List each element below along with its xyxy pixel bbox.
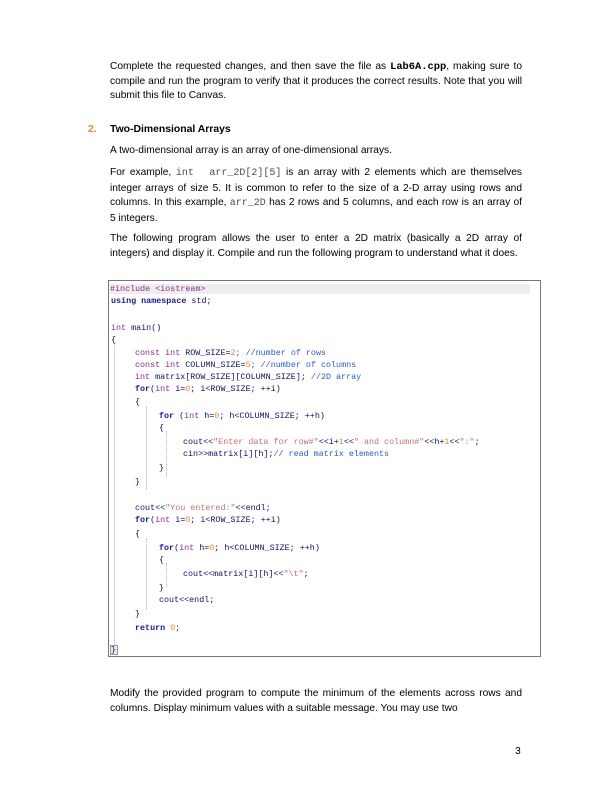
code-line-brace: } xyxy=(135,609,141,619)
code-line-brace: { xyxy=(135,397,141,407)
section-number: 2. xyxy=(88,124,97,135)
example-text-c: has 2 rows and 5 columns, and each row is an array of 5 integers. xyxy=(110,197,522,224)
intro-text-a: Complete the requested changes, and then save the file as xyxy=(110,61,391,72)
code-line-for-h: for (int h=0; h<COLUMN_SIZE; ++h) xyxy=(159,411,325,421)
code-line-cout-matrix: cout<<matrix[i][h]<<"\t"; xyxy=(183,569,309,579)
example-text-b: is an array with 2 elements which are themselves integer arrays of size 5. It is common to refer to the size of a 2-D array using rows and columns. In this example, xyxy=(110,167,522,209)
page-number: 3 xyxy=(515,746,521,757)
code-line-for-i: for(int i=0; i<ROW_SIZE; ++i) xyxy=(135,515,281,525)
code-line-brace: } xyxy=(111,645,117,655)
code-line-using: using namespace std; xyxy=(111,296,212,306)
section-title: Two-Dimensional Arrays xyxy=(110,124,231,135)
example-code-name: arr_2D xyxy=(229,198,266,210)
example-text-a: For example, xyxy=(110,167,176,178)
indent-guide xyxy=(146,407,147,489)
filename: Lab6A.cpp xyxy=(390,61,447,73)
intro-paragraph xyxy=(110,60,522,104)
code-line-include: #include <iostream> xyxy=(110,284,530,294)
code-listing xyxy=(108,280,541,657)
definition-paragraph: A two-dimensional array is an array of one-dimensional arrays. xyxy=(110,145,392,156)
program-intro-paragraph: The following program allows the user to enter a 2D matrix (basically a 2D array of integers) and display it. Compile and run the following program to understand what it does. xyxy=(110,233,522,259)
code-line-brace: { xyxy=(135,529,141,539)
code-line-matrix-decl: int matrix[ROW_SIZE][COLUMN_SIZE]; //2D array xyxy=(135,372,362,382)
section-heading xyxy=(88,124,231,135)
code-line-brace: { xyxy=(111,335,117,345)
example-paragraph xyxy=(110,166,522,226)
indent-guide xyxy=(114,343,115,649)
code-line-cout-entered: cout<<"You entered:"<<endl; xyxy=(135,503,271,513)
code-line-return: return 0; xyxy=(135,623,181,633)
code-line-brace: } xyxy=(159,463,165,473)
code-line-column-size: const int COLUMN_SIZE=5; //number of columns xyxy=(135,360,357,370)
indent-guide xyxy=(166,431,167,477)
code-line-brace: } xyxy=(159,583,165,593)
indent-guide xyxy=(166,563,167,587)
intro-text-b: , making sure to compile and run the program to verify that it produces the correct results. Note that you will submit this file to Canvas. xyxy=(110,61,522,102)
code-line-cout-prompt: cout<<"Enter data for row#"<<i+1<<" and column#"<<h+1<<":"; xyxy=(183,437,480,447)
code-line-brace: } xyxy=(135,477,141,487)
code-line-row-size: const int ROW_SIZE=2; //number of rows xyxy=(135,348,326,358)
code-line-for-h: for(int h=0; h<COLUMN_SIZE; ++h) xyxy=(159,543,320,553)
indent-guide xyxy=(146,539,147,609)
code-line-main: int main() xyxy=(111,323,162,333)
code-line-brace: { xyxy=(159,555,165,565)
task-paragraph: Modify the provided program to compute the minimum of the elements across rows and columns. Display minimum values with a suitable message. You may use two xyxy=(110,688,522,714)
code-line-cin: cin>>matrix[i][h];// read matrix elements xyxy=(183,449,390,459)
code-line-cout-endl: cout<<endl; xyxy=(159,595,215,605)
code-line-brace: { xyxy=(159,423,165,433)
code-line-for-i: for(int i=0; i<ROW_SIZE; ++i) xyxy=(135,384,281,394)
example-code-decl: int arr_2D[2][5] xyxy=(175,168,282,179)
